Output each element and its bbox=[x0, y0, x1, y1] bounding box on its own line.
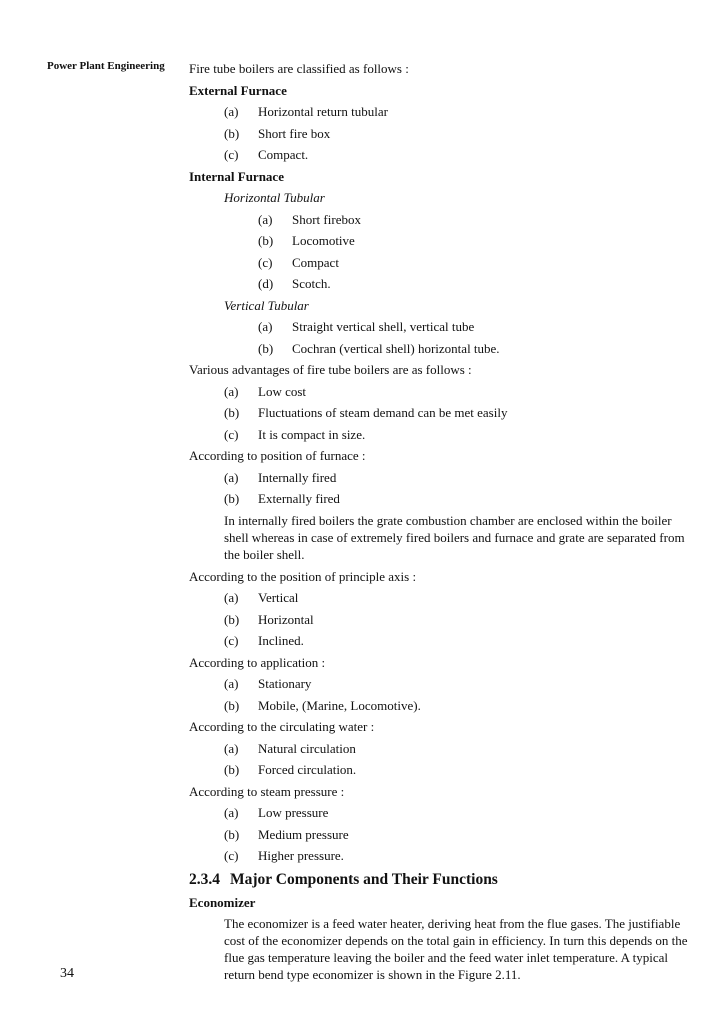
list-label: (c) bbox=[224, 633, 239, 648]
list-text: Vertical bbox=[258, 590, 299, 605]
list-text: Straight vertical shell, vertical tube bbox=[292, 319, 475, 334]
application-heading: According to application : bbox=[189, 654, 326, 670]
list-text: Short fire box bbox=[258, 125, 331, 141]
list-item bbox=[189, 673, 689, 695]
list-item bbox=[189, 609, 689, 631]
list-label: (c) bbox=[224, 147, 239, 162]
list-text: Fluctuations of steam demand can be met easily bbox=[258, 405, 508, 420]
list-text: Medium pressure bbox=[258, 826, 349, 842]
list-item bbox=[189, 424, 689, 446]
list-label: (b) bbox=[224, 611, 240, 627]
list-text: Externally fired bbox=[258, 491, 340, 506]
list-label: (c) bbox=[224, 426, 239, 442]
principle-axis-heading: According to the position of principle axis : bbox=[189, 568, 417, 584]
list-item bbox=[189, 824, 689, 846]
advantages-heading: Various advantages of fire tube boilers are as follows : bbox=[189, 362, 472, 377]
list-item bbox=[189, 316, 689, 338]
list-label: (c) bbox=[258, 254, 273, 270]
list-item bbox=[189, 101, 689, 123]
list-label: (a) bbox=[224, 590, 239, 605]
list-text: It is compact in size. bbox=[258, 426, 366, 442]
list-label: (a) bbox=[224, 383, 239, 399]
list-text: Compact. bbox=[258, 147, 309, 162]
list-text: Inclined. bbox=[258, 633, 304, 648]
list-text: Locomotive bbox=[292, 233, 355, 248]
list-item bbox=[189, 587, 689, 609]
economizer-paragraph: The economizer is a feed water heater, deriving heat from the flue gases. The justifiable cost of the economizer depends on the total gain in efficiency. In turn this depends on the flue gas temperature leaving the boiler and the feed water inlet temperature. A typical return bend type economizer is shown in the Figure 2.11. bbox=[224, 916, 688, 982]
section-heading bbox=[189, 868, 689, 892]
horizontal-tubular-heading: Horizontal Tubular bbox=[224, 190, 325, 205]
list-label: (b) bbox=[224, 491, 240, 506]
list-label: (b) bbox=[224, 826, 240, 842]
list-item bbox=[189, 738, 689, 760]
list-text: Stationary bbox=[258, 676, 312, 691]
page-content bbox=[189, 58, 689, 983]
list-item bbox=[189, 381, 689, 403]
furnace-position-heading: According to position of furnace : bbox=[189, 448, 366, 463]
list-item bbox=[189, 252, 689, 274]
furnace-position-paragraph: In internally fired boilers the grate combustion chamber are enclosed within the boiler shell whereas in case of extremely fired boilers and furnace and grate are separated from the boiler shell. bbox=[224, 512, 685, 562]
list-item bbox=[189, 230, 689, 252]
list-item bbox=[189, 695, 689, 717]
list-item bbox=[189, 759, 689, 781]
list-label: (d) bbox=[258, 276, 274, 291]
list-text: Short firebox bbox=[292, 211, 361, 227]
list-label: (b) bbox=[224, 697, 240, 713]
section-title: Major Components and Their Functions bbox=[230, 870, 498, 888]
steam-pressure-heading: According to steam pressure : bbox=[189, 783, 345, 799]
section-number: 2.3.4 bbox=[189, 870, 220, 888]
list-text: Low cost bbox=[258, 383, 307, 399]
running-head: Power Plant Engineering bbox=[47, 60, 165, 72]
list-label: (b) bbox=[224, 762, 240, 777]
list-item bbox=[189, 273, 689, 295]
list-label: (b) bbox=[224, 125, 240, 141]
list-item bbox=[189, 845, 689, 867]
list-text: Horizontal bbox=[258, 611, 314, 627]
list-label: (b) bbox=[258, 340, 274, 356]
list-text: Horizontal return tubular bbox=[258, 104, 388, 119]
list-label: (b) bbox=[224, 405, 240, 420]
list-item bbox=[189, 338, 689, 360]
economizer-heading: Economizer bbox=[189, 894, 256, 910]
list-text: Compact bbox=[292, 254, 339, 270]
external-furnace-heading: External Furnace bbox=[189, 82, 287, 98]
list-label: (a) bbox=[224, 740, 239, 756]
circulating-water-heading: According to the circulating water : bbox=[189, 719, 375, 734]
intro-text: Fire tube boilers are classified as follows : bbox=[189, 61, 409, 76]
list-text: Internally fired bbox=[258, 469, 337, 485]
list-item bbox=[189, 144, 689, 166]
list-item bbox=[189, 630, 689, 652]
page-number: 34 bbox=[60, 966, 74, 981]
list-label: (a) bbox=[258, 319, 273, 334]
list-item bbox=[189, 209, 689, 231]
list-text: Cochran (vertical shell) horizontal tube. bbox=[292, 340, 500, 356]
list-label: (a) bbox=[258, 211, 273, 227]
list-text: Mobile, (Marine, Locomotive). bbox=[258, 697, 421, 713]
list-label: (c) bbox=[224, 848, 239, 863]
list-text: Forced circulation. bbox=[258, 762, 357, 777]
internal-furnace-heading: Internal Furnace bbox=[189, 168, 284, 184]
list-text: Natural circulation bbox=[258, 740, 356, 756]
list-label: (a) bbox=[224, 469, 239, 485]
list-label: (a) bbox=[224, 676, 239, 691]
list-text: Low pressure bbox=[258, 805, 329, 820]
list-label: (a) bbox=[224, 104, 239, 119]
list-label: (a) bbox=[224, 805, 239, 820]
list-item bbox=[189, 402, 689, 424]
list-item bbox=[189, 488, 689, 510]
list-item bbox=[189, 123, 689, 145]
list-text: Scotch. bbox=[292, 276, 331, 291]
list-text: Higher pressure. bbox=[258, 848, 344, 863]
list-item bbox=[189, 802, 689, 824]
list-item bbox=[189, 467, 689, 489]
list-label: (b) bbox=[258, 233, 274, 248]
vertical-tubular-heading: Vertical Tubular bbox=[224, 297, 309, 313]
